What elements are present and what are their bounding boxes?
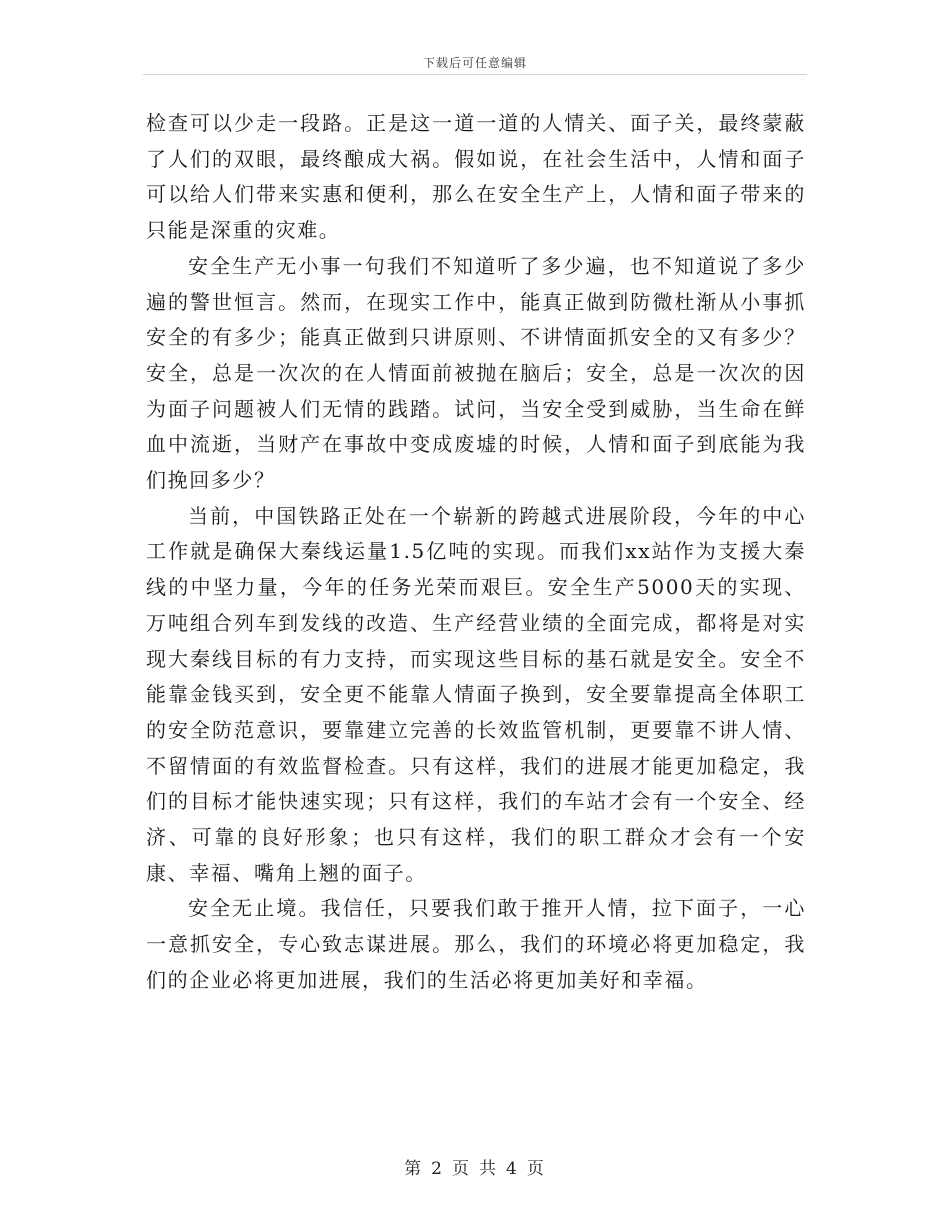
- paragraph: 安全生产无小事一句我们不知道听了多少遍，也不知道说了多少遍的警世恒言。然而，在现实工作中，能真正做到防微杜渐从小事抓安全的有多少；能真正做到只讲原则、不讲情面抓安全的又有多少？安全，总是一次次的在人情面前被抛在脑后；安全，总是一次次的因为面子问题被人们无情的践踏。试问，当安全受到威胁，当生命在鲜血中流逝，当财产在事故中变成废墟的时候，人情和面子到底能为我们挽回多少？: [146, 253, 806, 493]
- page-label-prefix: 第: [404, 1159, 424, 1179]
- paragraph-continuation: 检查可以少走一段路。正是这一道一道的人情关、面子关，最终蒙蔽了人们的双眼，最终酿成大祸。假如说，在社会生活中，人情和面子可以给人们带来实惠和便利，那么在安全生产上，人情和面子带来的只能是深重的灾难。: [146, 111, 806, 243]
- paragraph: 当前，中国铁路正处在一个崭新的跨越式进展阶段，今年的中心工作就是确保大秦线运量1.5亿吨的实现。而我们xx站作为支援大秦线的中坚力量，今年的任务光荣而艰巨。安全生产5000天的实现、万吨组合列车到发线的改造、生产经营业绩的全面完成，都将是对实现大秦线目标的有力支持，而实现这些目标的基石就是安全。安全不能靠金钱买到，安全更不能靠人情面子换到，安全要靠提高全体职工的安全防范意识，要靠建立完善的长效监管机制，更要靠不讲人情、不留情面的有效监督检查。只有这样，我们的进展才能更加稳定，我们的目标才能快速实现；只有这样，我们的车站才会有一个安全、经济、可靠的良好形象；也只有这样，我们的职工群众才会有一个安康、幸福、嘴角上翘的面子。: [146, 503, 806, 885]
- current-page-number: 2: [431, 1159, 444, 1179]
- page-footer: [0, 1154, 950, 1179]
- page-label-suffix: 页: [526, 1159, 546, 1179]
- paragraph: 安全无止境。我信任，只要我们敢于推开人情，拉下面子，一心一意抓安全，专心致志谋进展。那么，我们的环境必将更加稳定，我们的企业必将更加进展，我们的生活必将更加美好和幸福。: [146, 896, 806, 992]
- total-label: 共: [479, 1159, 498, 1179]
- document-body: [146, 106, 806, 999]
- page-label-mid: 页: [452, 1159, 471, 1179]
- total-pages-number: 4: [506, 1159, 519, 1179]
- page-header: 下载后可任意编辑: [422, 56, 527, 70]
- header-divider: [143, 74, 807, 75]
